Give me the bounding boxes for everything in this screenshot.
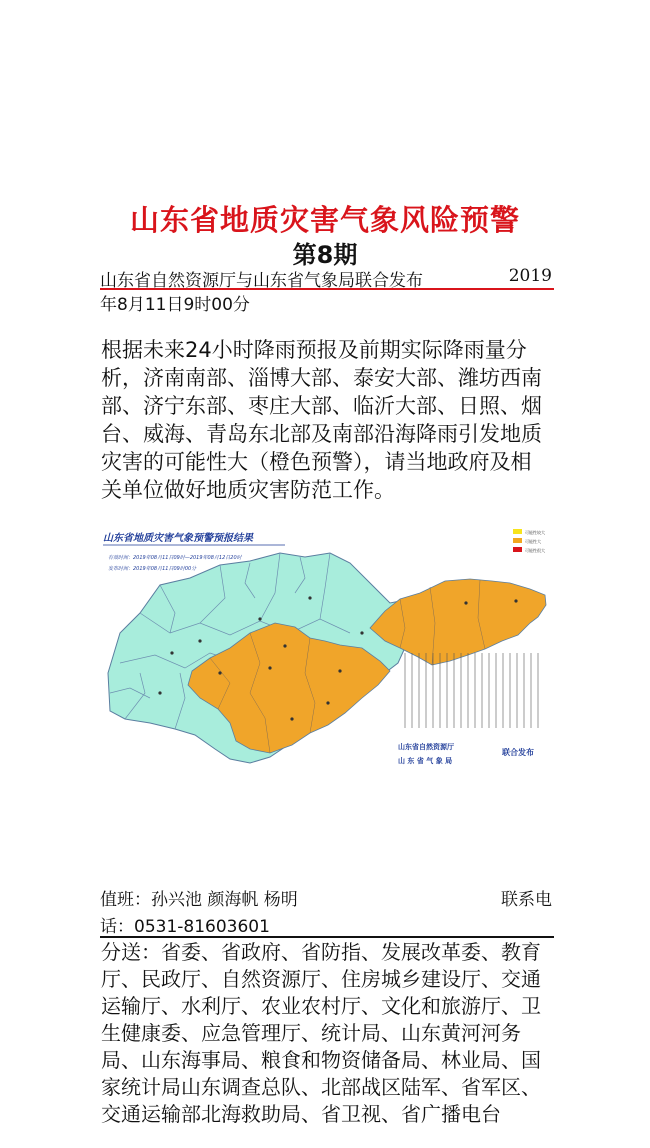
warning-map [100, 523, 550, 770]
publisher-text: 山东省自然资源厅与山东省气象局联合发布 [100, 271, 423, 291]
publish-year: 2019 [508, 266, 552, 286]
phone-label-start: 联系电 [501, 890, 552, 910]
publisher-line [100, 266, 554, 290]
issue-number: 第8期 [292, 241, 358, 269]
phone-line: 话：0531-81603601 [100, 917, 270, 937]
distribution-list: 分送：省委、省政府、省防指、发展改革委、教育厅、民政厅、自然资源厅、住房城乡建设厅、交通运输厅、水利厅、农业农村厅、文化和旅游厅、卫生健康委、应急管理厅、统计局、山东黄河河务局、山东海事局、粮食和物资储备局、林业局、国家统计局山东调查总队、北部战区陆军、省军区、交通运输部北海救助局、省卫视、省广播电台 [101, 940, 541, 1126]
legend-label-1: 可能性较大 [525, 530, 545, 535]
map-valid-time: 有效时间：2019年08月11日09时—2019年08月12日20时 [108, 555, 242, 561]
map-footer-agency2: 山 东 省 气 象 局 [398, 757, 453, 765]
legend-swatch-yellow [513, 529, 522, 534]
legend-label-2: 可能性大 [525, 539, 541, 544]
map-title: 山东省地质灾害气象预警预报结果 [103, 533, 253, 544]
legend-swatch-red [513, 547, 522, 552]
page-title: 山东省地质灾害气象风险预警 [129, 203, 520, 237]
duty-label: 值班：孙兴池 颜海帆 杨明 [100, 890, 298, 910]
legend-swatch-orange [513, 538, 522, 543]
map-issue-time: 发布时间：2019年08月11日09时00分 [108, 566, 197, 572]
map-legend [513, 529, 545, 553]
map-footer-joint: 联合发布 [502, 748, 534, 757]
publish-date: 年8月11日9时00分 [100, 295, 250, 315]
duty-line [100, 888, 552, 912]
map-footer-agency1: 山东省自然资源厅 [398, 743, 454, 751]
warning-body-text: 根据未来24小时降雨预报及前期实际降雨量分析，济南南部、淄博大部、泰安大部、潍坊西南部、济宁东部、枣庄大部、临沂大部、日照、烟台、威海、青岛东北部及南部沿海降雨引发地质灾害的可能性大（橙色预警），请当地政府及相关单位做好地质灾害防范工作。 [101, 338, 542, 502]
divider [100, 936, 554, 938]
legend-label-3: 可能性很大 [525, 548, 545, 553]
